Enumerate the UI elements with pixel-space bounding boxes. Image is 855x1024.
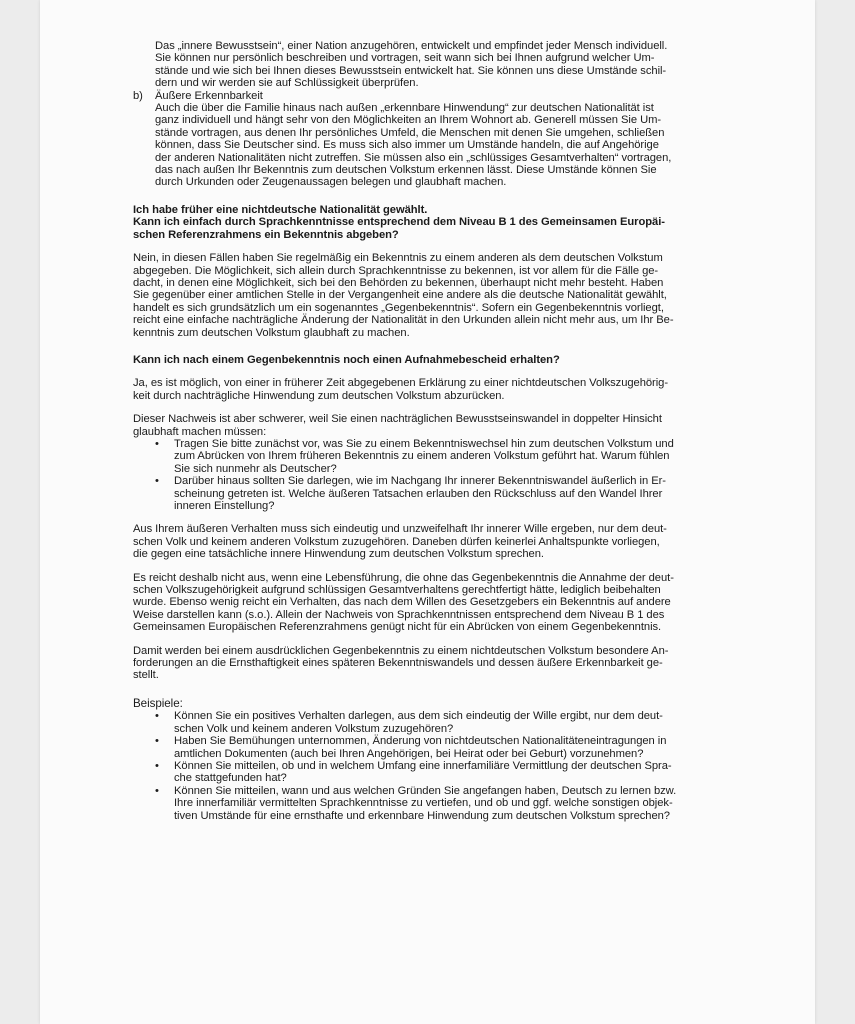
text-line: Gemeinsamen Europäischen Referenzrahmens genügt nicht für ein Abrücken von einem Gegenbekenntnis. [133,621,662,634]
text-line: Das „innere Bewusstsein“, einer Nation anzugehören, entwickelt und empfindet jeder Mensch individuell. [155,40,668,52]
bullet-icon: • [155,759,159,772]
text-line: forderungen an die Ernsthaftigkeit eines späteren Bekenntniswandels und dessen äußere Erkennbarkeit ge- [133,657,663,670]
text-line: Sie gegenüber einer amtlichen Stelle in der Vergangenheit eine andere als die deutsche Nationalität gewählt, [133,289,667,302]
text-line: Sie sich nunmehr als Deutscher? [174,462,337,475]
section-heading [133,204,773,241]
examples-list [133,710,773,822]
intro-paragraph [133,40,773,90]
text-line: Können Sie ein positives Verhalten darlegen, aus dem sich eindeutig der Wille ergibt, nur dem deut- [174,710,663,723]
bullet-icon: • [155,784,159,797]
list-item [133,785,773,822]
text-line: Weise darstellen kann (s.o.). Allein der Nachweis von Sprachkenntnissen entsprechend dem Niveau B 1 des [133,608,665,621]
document-page [40,0,815,1024]
text-line: Ja, es ist möglich, von einer in früherer Zeit abgegebenen Erklärung zu einer nichtdeutschen Volkszugehörig- [133,377,669,390]
text-line: Dieser Nachweis ist aber schwerer, weil Sie einen nachträglichen Bewusstseinswandel in doppelter Hinsicht [133,413,662,426]
text-line: schen Volk und keinem anderen Volkstum zuzugehören? [174,722,454,735]
text-line: dacht, in denen eine Möglichkeit, sich bei den Behörden zu bekennen, überhaupt nicht mehr besteht. Haben [133,276,664,289]
text-line: schen Volkszugehörigkeit aufgrund schlüssigen Gesamtverhaltens gerechtfertigt hätte, lediglich beibehalten [133,584,661,597]
text-line: wurde. Ebenso wenig reicht ein Verhalten, das nach dem Willen des Gesetzgebers ein Bekenntnis auf andere [133,596,671,609]
paragraph [133,645,773,682]
heading-line: schen Referenzrahmens ein Bekenntnis abgeben? [133,228,399,241]
text-line: durch Urkunden oder Zeugenaussagen belegen und glaubhaft machen. [155,176,507,189]
section-heading: Kann ich nach einem Gegenbekenntnis noch einen Aufnahmebescheid erhalten? [133,353,560,366]
text-line: amtlichen Dokumenten (auch bei Ihren Angehörigen, bei Heirat oder bei Geburt) vorzunehmen? [174,747,644,760]
text-line: die gegen eine tatsächliche innere Hinwendung zum deutschen Volkstum sprechen. [133,548,544,561]
paragraph [133,413,773,438]
heading-line: Kann ich einfach durch Sprachkenntnisse entsprechend dem Niveau B 1 des Gemeinsamen Europäi- [133,216,665,229]
heading-line: Ich habe früher eine nichtdeutsche Nationalität gewählt. [133,203,428,216]
list-item [133,760,773,785]
paragraph [133,572,773,634]
text-line: keit durch nachträgliche Hinwendung zum deutschen Volkstum abzurücken. [133,389,505,402]
bullet-icon: • [155,475,159,488]
paragraph [133,252,773,339]
text-line: dern und wir werden sie auf Schlüssigkeit überprüfen. [155,77,419,90]
text-line: Darüber hinaus sollten Sie darlegen, wie im Nachgang Ihr innerer Bekenntniswandel äußerlich in Er- [174,475,666,488]
text-line: Ihre innerfamiliär vermittelten Sprachkenntnisse zu vertiefen, und ob und ggf. welche sonstigen objek- [174,797,673,810]
list-marker: b) [133,89,143,102]
text-line: ganz individuell und hängt sehr von den Möglichkeiten an Ihrem Wohnort ab. Generell müssen Sie Um- [155,114,662,127]
text-line: zum Abrücken von Ihrem früheren Bekenntnis zu einem anderen Volkstum geführt hat. Warum fühlen [174,450,670,463]
text-line: stände vortragen, aus denen Ihr persönliches Umfeld, die Menschen mit denen Sie umgehen, schließen [155,126,665,139]
text-line: Können Sie mitteilen, ob und in welchem Umfang eine innerfamiliäre Vermittlung der deutschen Spra- [174,759,672,772]
text-line: kenntnis zum deutschen Volkstum glaubhaft zu machen. [133,326,410,339]
text-line: Damit werden bei einem ausdrücklichen Gegenbekenntnis zu einem nichtdeutschen Volkstum besondere An- [133,644,669,657]
bullet-icon: • [155,735,159,748]
text-line: das nach außen Ihr Bekenntnis zum deutschen Volkstum erkennen lässt. Diese Umstände können Sie [155,164,657,177]
text-line: Haben Sie Bemühungen unternommen, Änderung von nichtdeutschen Nationalitäteneintragungen in [174,735,667,748]
text-line: Können Sie mitteilen, wann und aus welchen Gründen Sie angefangen haben, Deutsch zu lernen bzw. [174,784,677,797]
list-item [133,475,773,512]
bullet-list [133,438,773,512]
text-line: der anderen Nationalitäten nicht zutreffen. Sie müssen also ein „schlüssiges Gesamtverhalten“ vortragen, [155,151,672,164]
text-line: handelt es sich grundsätzlich um ein sogenanntes „Gegenbekenntnis“. Sofern ein Gegenbekenntnis vorliegt, [133,301,664,314]
text-line: tiven Umstände für eine ernsthafte und erkennbare Hinwendung zum deutschen Volkstum sprechen? [174,809,670,822]
list-item [133,735,773,760]
text-line: Tragen Sie bitte zunächst vor, was Sie zu einem Bekenntniswechsel hin zum deutschen Volkstum und [174,437,674,450]
text-line: schen Volk und keinem anderen Volkstum zuzugehören. Daneben dürfen keinerlei Anhaltspunkte vorliegen, [133,535,660,548]
text-line: Nein, in diesen Fällen haben Sie regelmäßig ein Bekenntnis zu einem anderen als dem deutschen Volkstum [133,252,663,265]
text-line: abgegeben. Die Möglichkeit, sich allein durch Sprachkenntnisse zu bekennen, ist vor allem für die Fälle ge- [133,264,659,277]
text-line: können, dass Sie Deutscher sind. Es muss sich also immer um Umstände handeln, die auf Angehörige [155,139,659,152]
item-b-body [155,90,773,189]
text-line: Aus Ihrem äußeren Verhalten muss sich eindeutig und unzweifelhaft Ihr innerer Wille ergeben, nur dem deut- [133,523,667,536]
text-line: scheinung getreten ist. Welche äußeren Tatsachen erlauben den Rückschluss auf den Wandel Ihrer [174,487,663,500]
paragraph [133,377,773,402]
text-line: che stattgefunden hat? [174,772,287,785]
paragraph [133,523,773,560]
text-line: Sie können nur persönlich beschreiben und vortragen, seit wann sich bei Ihnen aufgrund welcher Um- [155,52,655,65]
list-item [133,710,773,735]
bullet-icon: • [155,710,159,723]
text-line: reicht eine einfache nachträgliche Änderung der Nationalität in den Urkunden allein nicht mehr aus, um Ihr Be- [133,314,674,327]
list-item [133,438,773,475]
text-line: inneren Einstellung? [174,500,275,512]
text-line: stände und wie sich bei Ihnen dieses Bewusstsein entwickelt hat. Sie können uns diese Umstände schil- [155,64,667,77]
list-item-b [133,90,773,189]
text-line: stellt. [133,669,159,682]
item-b-title: Äußere Erkennbarkeit [155,89,263,102]
bullet-icon: • [155,437,159,450]
examples-label: Beispiele: [133,696,183,710]
text-line: glaubhaft machen müssen: [133,425,267,438]
text-line: Auch die über die Familie hinaus nach außen „erkennbare Hinwendung“ zur deutschen Nationalität ist [155,102,654,115]
text-line: Es reicht deshalb nicht aus, wenn eine Lebensführung, die ohne das Gegenbekenntnis die Annahme der deut- [133,571,674,584]
document-content [133,40,773,822]
